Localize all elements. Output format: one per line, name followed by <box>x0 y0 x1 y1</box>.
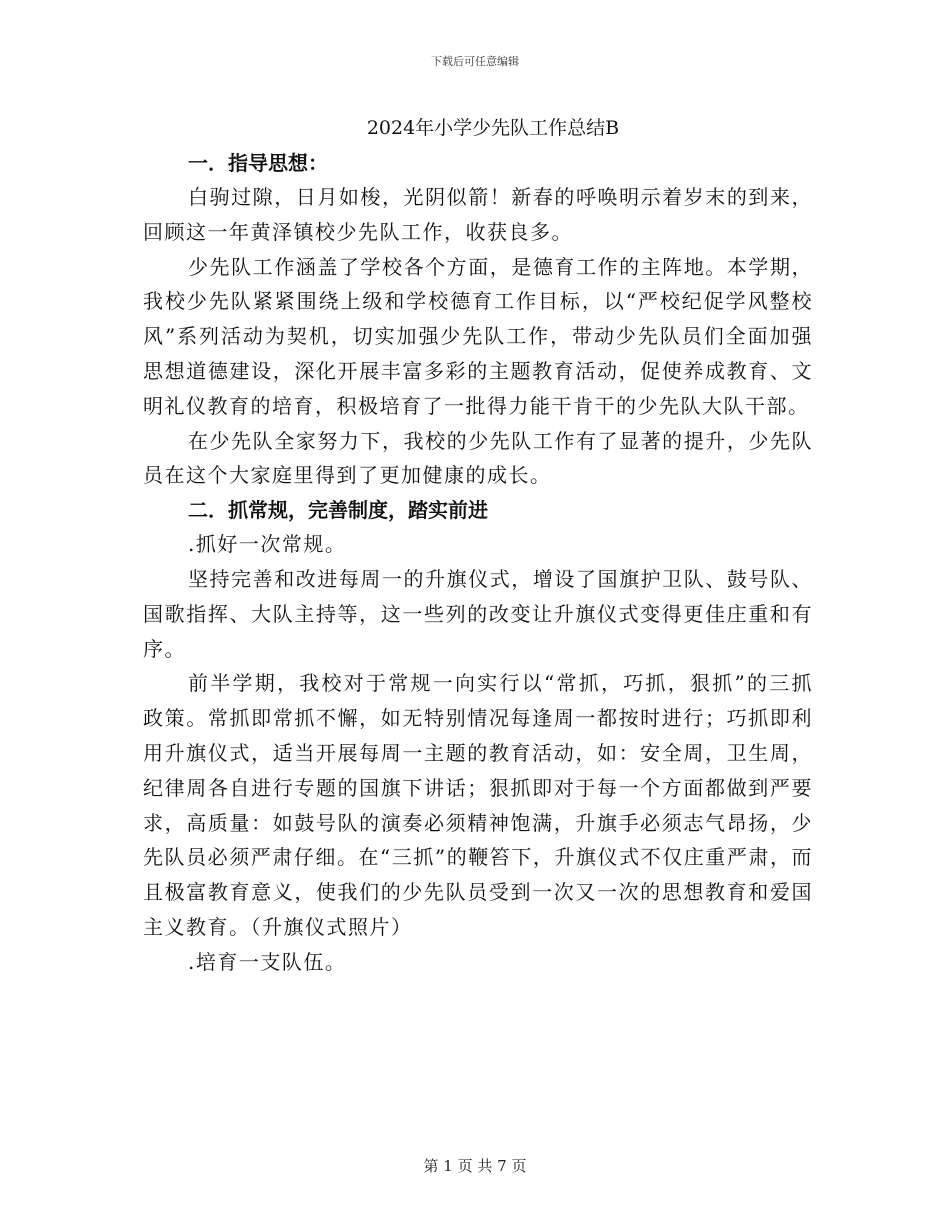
document-title: 2024年小学少先队工作总结B <box>366 117 620 139</box>
section-guiding-thought <box>143 146 813 493</box>
paragraph: 前半学期，我校对于常规一向实行以“常抓，巧抓，狠抓”的三抓政策。常抓即常抓不懈，如无特别情况每逢周一都按时进行；巧抓即利用升旗仪式，适当开展每周一主题的教育活动，如：安全周，卫生周，纪律周各自进行专题的国旗下讲话；狠抓即对于每一个方面都做到严要求，高质量：如鼓号队的演奏必须精神饱满，升旗手必须志气昂扬，少先队员必须严肃仔细。在“三抓”的鞭笞下，升旗仪式不仅庄重严肃，而且极富教育意义，使我们的少先队员受到一次又一次的思想教育和爱国主义教育。（升旗仪式照片） <box>143 671 813 939</box>
paragraph: .抓好一次常规。 <box>188 532 347 557</box>
paragraph: .培育一支队伍。 <box>188 949 347 974</box>
document-body <box>143 112 813 980</box>
paragraph: 少先队工作涵盖了学校各个方面，是德育工作的主阵地。本学期，我校少先队紧紧围绕上级和学校德育工作目标，以“严校纪促学风整校风”系列活动为契机，切实加强少先队工作，带动少先队员们全面加强思想道德建设，深化开展丰富多彩的主题教育活动，促使养成教育、文明礼仪教育的培育，积极培育了一批得力能干肯干的少先队大队干部。 <box>143 254 813 418</box>
section-routine <box>143 493 813 979</box>
section-heading: 一．指导思想： <box>188 151 328 175</box>
section-heading: 二．抓常规，完善制度，踏实前进 <box>188 498 488 523</box>
paragraph: 坚持完善和改进每周一的升旗仪式，增设了国旗护卫队、鼓号队、国歌指挥、大队主持等，这一些列的改变让升旗仪式变得更佳庄重和有序。 <box>143 566 813 661</box>
paragraph: 白驹过隙，日月如梭，光阴似箭！新春的呼唤明示着岁末的到来，回顾这一年黄泽镇校少先队工作，收获良多。 <box>143 185 813 244</box>
header-note: 下载后可任意编辑 <box>431 55 519 68</box>
paragraph: 在少先队全家努力下，我校的少先队工作有了显著的提升，少先队员在这个大家庭里得到了更加健康的成长。 <box>143 428 813 488</box>
page-footer: 第 1 页 共 7 页 <box>423 1157 527 1175</box>
